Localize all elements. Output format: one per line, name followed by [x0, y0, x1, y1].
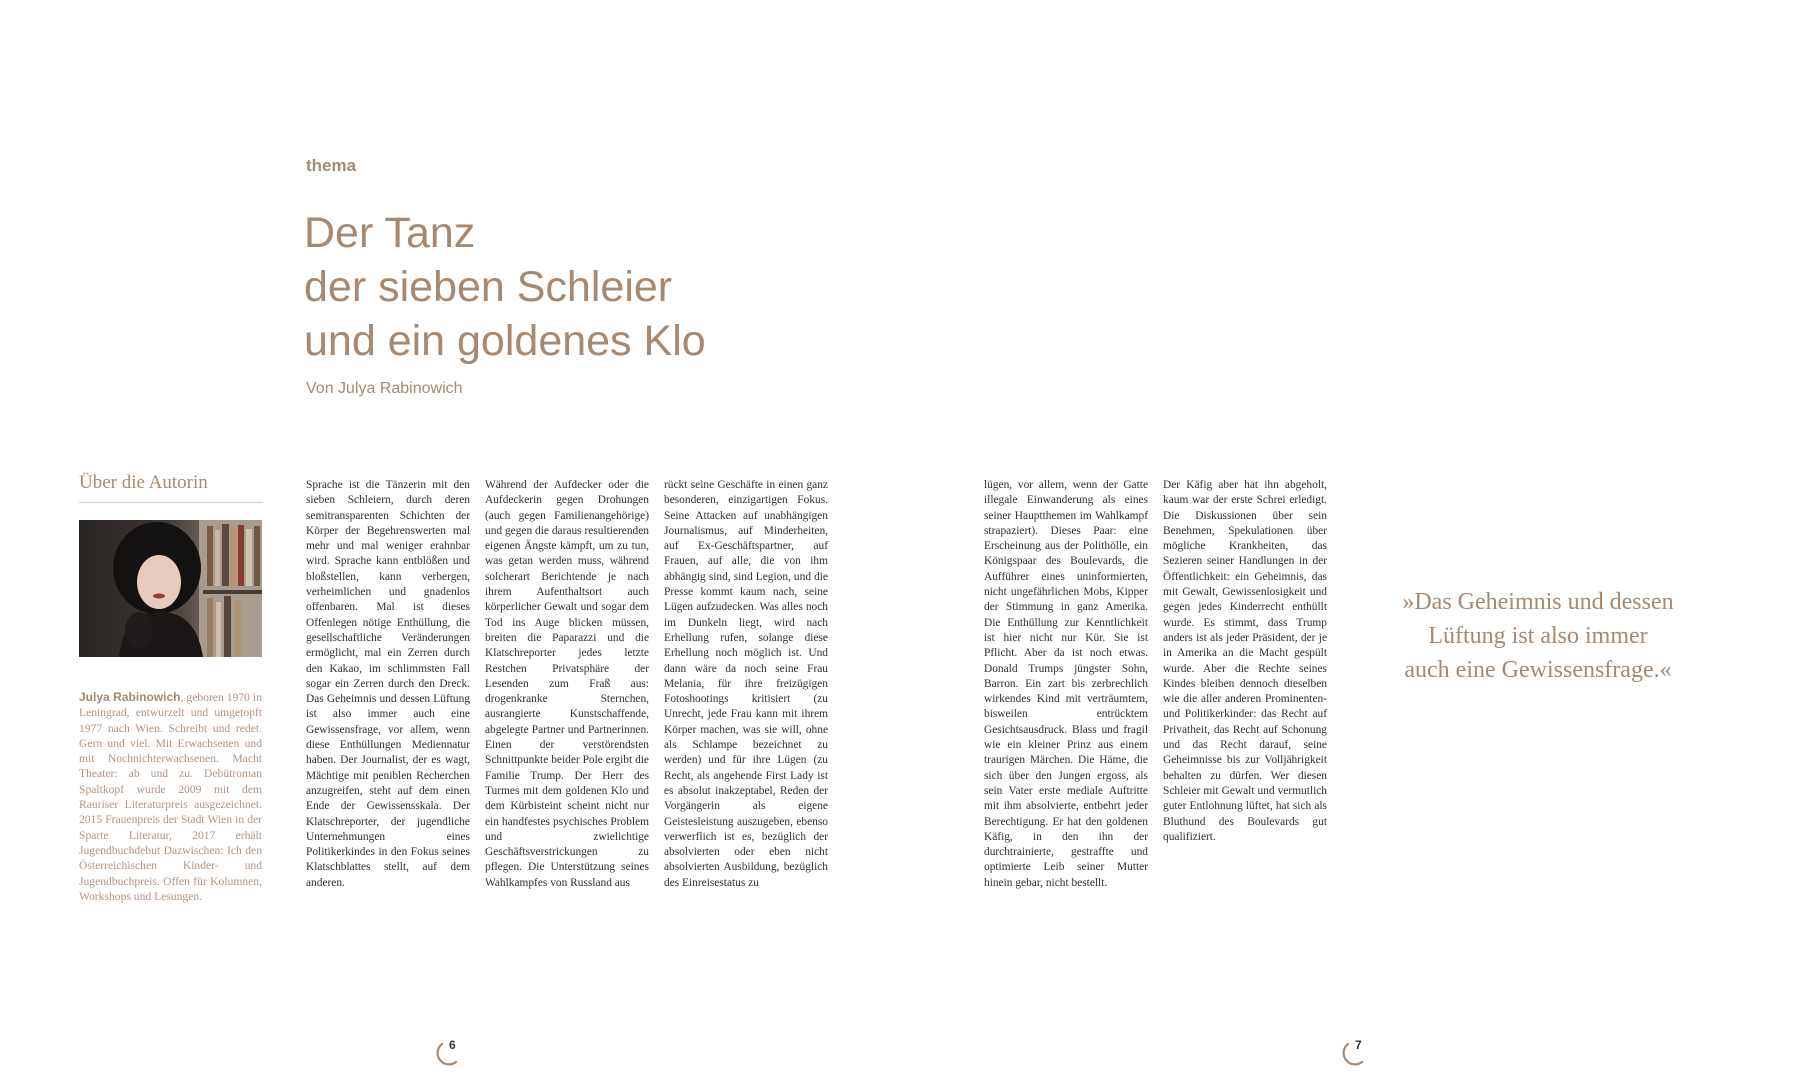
page-number-right: 7	[1355, 1038, 1362, 1052]
pull-quote	[1368, 585, 1708, 687]
article-column-2: Während der Aufdecker oder die Aufdeckerin gegen Drohungen (auch gegen Familienangehörige) und gegen die daraus resultierenden eigenen Ängste kämpft, um zu tun, was getan werden muss, während solcherart Berichtende je nach ihrem Aufenthaltsort auch körperlicher Gewalt und sogar dem Tod ins Auge blicken müssen, breiten die Paparazzi und die Klatschreporter jedes letzte Restchen Privatsphäre der Lesenden zum Fraß aus: drogenkranke Sternchen, ausrangierte Kunstschaffende, abgelegte Partner und Partnerinnen. Einen der verstörendsten Schnittpunkte beider Pole ergibt die Familie Trump. Der Herr des Turmes mit dem goldenen Klo und dem Kürbisteint scheint nicht nur ein handfestes psychisches Problem und zwielichtige Geschäftsverstrickungen zu pflegen. Die Unterstützung seines Wahlkampfes von Russland aus	[485, 479, 649, 889]
pull-quote-line-2: Lüftung ist also immer	[1428, 623, 1648, 649]
section-label: thema	[306, 156, 357, 175]
title-line-3: und ein goldenes Klo	[304, 317, 706, 365]
pull-quote-line-3: auch eine Gewissensfrage.«	[1404, 657, 1672, 683]
author-bio	[79, 690, 262, 904]
page-number-left: 6	[449, 1038, 456, 1052]
author-bio-text: geboren 1970 in Leningrad, entwurzelt und umgetopft 1977 nach Wien. Schreibt und redet. Gern und viel. Mit Erwachsenen und mit Nochnichterwachsenen. Macht Theater: ab und zu. Debütroman Spaltkopf wurde 2009 mit dem Rauriser Literaturpreis ausgezeichnet. 2015 Frauenpreis der Stadt Wien in der Sparte Literatur, 2017 erhält Jugendbuchdebut Dazwischen: Ich den Österreichischen Kinder- und Jugendbuchpreis. Offen für Kolumnen, Workshops und Lesungen.	[79, 691, 262, 903]
author-divider	[79, 502, 263, 503]
title-line-2: der sieben Schleier	[304, 263, 673, 311]
article-column-3: rückt seine Geschäfte in einen ganz besonderen, einzigartigen Fokus. Seine Attacken auf unabhängigen Journalismus, auf Minderheiten, auf Ex-Geschäftspartner, auf Frauen, auf alle, die von ihm abhängig sind, sind Legion, und die Presse kommt kaum nach, seine Lügen aufzudecken. Was alles noch im Dunkeln liegt, wird nach Erhellung rufen, solange diese Erhellung noch möglich ist. Und dann wäre da noch seine Frau Melania, für ihre freizügigen Fotoshootings kritisiert (zu Unrecht, jede Frau kann mit ihrem Körper machen, was sie will, ohne als Schlampe bezeichnet zu werden) und für ihre Lügen (zu Recht, als angehende First Lady ist es absolut inakzeptabel, Reden der Vorgängerin als eigene Geistesleistung auszugeben, ebenso verwerflich ist es, bezüglich der absolvierten oder eben nicht absolvierten Ausbildung, bezüglich des Einreisestatus zu	[664, 479, 828, 889]
pull-quote-line-1: »Das Geheimnis und dessen	[1402, 589, 1674, 615]
article-column-5: Der Käfig aber hat ihn abgeholt, kaum war der erste Schrei erledigt. Die Diskussionen über sein Benehmen, Spekulationen über mögliche Krankheiten, das Sezieren seiner Handlungen in der Öffentlichkeit: ein Geheimnis, das mit Gewalt, Gewissenlosigkeit und gegen jedes Kinderrecht enthüllt wurde. Es stimmt, dass Trump anders ist als jeder Präsident, der je in Amerika an die Macht gespült wurde. Aber die Rechte seines Kindes bleiben dennoch dieselben wie die aller anderen Prominenten- und Politikerkinder: das Recht auf Privatheit, das Recht auf Schonung und das Recht darauf, seine Geheimnisse bis zur Volljährigkeit behalten zu dürfen. Wer diesen Schleier mit Gewalt und vermutlich guter Entlohnung lüftet, hat sich als Bluthund des Boulevards gut qualifiziert.	[1163, 479, 1327, 843]
portrait-image	[79, 520, 262, 657]
title-line-1: Der Tanz	[304, 209, 476, 257]
byline: Von Julya Rabinowich	[306, 380, 463, 397]
author-heading: Über die Autorin	[79, 472, 208, 493]
article-column-4: lügen, vor allem, wenn der Gatte illegale Einwanderung als eines seiner Hauptthemen im Wahlkampf strapaziert). Dieses Paar: eine Erscheinung aus der Polithölle, ein Königspaar des Boulevards, die Aufführer eines uninformierten, nicht ungefährlichen Mobs, Kipper der Stimmung in ganz Amerika. Die Enthüllung zur Kenntlichkeit ist hier nicht nur Kür. Sie ist Pflicht. Aber da ist noch etwas. Donald Trumps jüngster Sohn, Barron. Ein zart bis zerbrechlich wirkendes Kind mit verträumtem, bisweilen entrücktem Gesichtsausdruck. Blass und fragil wie ein kleiner Prinz aus einem traurigen Märchen. Die Häme, die sich über den Jungen ergoss, als sein Vater erste mediale Auftritte mit ihm absolvierte, entbehrt jeder Berechtigung. Er hat den goldenen Käfig, in den ihn der durchtrainierte, gestraffte und optimierte Leib seiner Mutter hinein gebar, nicht bestellt.	[984, 479, 1148, 889]
article-column-1: Sprache ist die Tänzerin mit den sieben Schleiern, durch deren semitransparenten Schichten der Körper der Begehrenswerten mal mehr und mal weniger erahnbar wird. Sprache kann entblößen und bloßstellen, kann verbergen, verheimlichen und gnadenlos offenbaren. Mal ist dieses Offenlegen nötige Enthüllung, die gesellschaftliche Veränderungen ermöglicht, mal ein Zerren durch den Kakao, im schlimmsten Fall sogar ein Zerren durch den Dreck. Das Geheimnis und dessen Lüftung ist also immer auch eine Gewissensfrage, vor allem, wenn diese Enthüllungen Mediennatur haben. Der Journalist, der es wagt, Mächtige mit peniblen Recherchen anzugreifen, steht auf dem einen Ende der Gewissensskala. Der Klatschreporter, der jugendliche Unternehmungen eines Politikerkindes in den Fokus seines Klatschblattes stellt, auf dem anderen.	[306, 479, 470, 889]
author-photo	[79, 520, 262, 657]
author-name: Julya Rabinowich	[79, 690, 181, 704]
article-title	[304, 206, 904, 368]
author-name-comma: ,	[180, 691, 187, 704]
